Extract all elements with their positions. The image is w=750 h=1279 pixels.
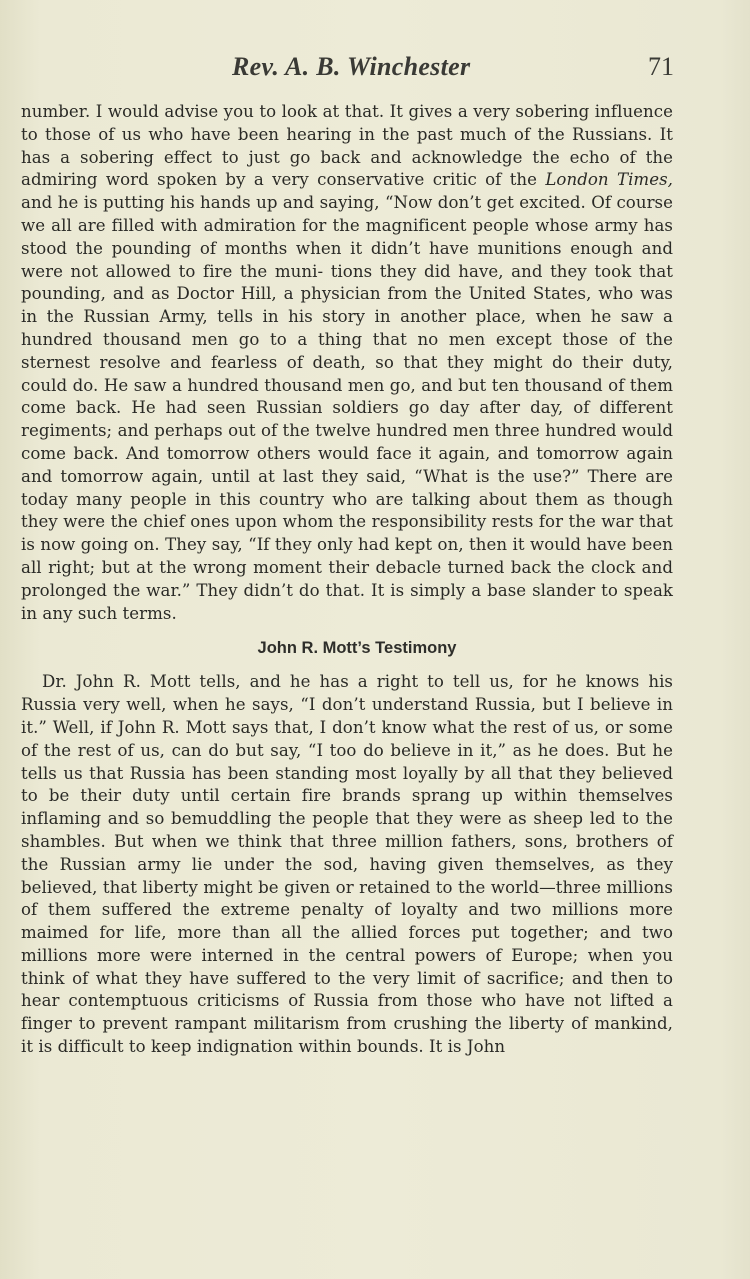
paragraph: Dr. John R. Mott tells, and he has a right to tell us, for he knows his Russia very well, when he says, “I don’t understand Russia, but I believe in it.” Well, if John R. Mott says that, I don’t know what the rest of us, or some of the rest of us, can do but say, “I too do believe in it,” as he does. But he tells us that Russia has been standing most loyally by all that they believed to be their duty until certain fire brands sprang up within themselves inflaming and so bemuddling the people that they were as sheep led to the shambles. But when we think that three million fathers, sons, brothers of the Russian army lie under the sod, having given themselves, as they believed, that liberty might be given or retained to the world—three millions of them suffered the extreme penalty of loyalty and two millions more maimed for life, more than all the allied forces put together; and two millions more were interned in the central powers of Europe; when you think of what they have suffered to the very limit of sacrifice; and then to hear contemptuous criticisms of Russia from those who have not lifted a finger to prevent rampant militarism from crushing the liberty of mankind, it is difficult to keep indignation within bounds. It is John (21, 672, 673, 1057)
page-header (0, 52, 750, 88)
paragraph-continued (21, 101, 673, 625)
section-heading: John R. Mott’s Testimony (257, 639, 457, 658)
paragraph-text: number. I would advise you to look at that. It gives a very sobering influence to those of us who have been hearing in the past much of the Russians. It has a sobering effect to just go back and acknowledge the echo of the admiring word spoken by a very conservative critic of the (21, 102, 673, 190)
newspaper-title: London Times, (545, 170, 673, 190)
running-title: Rev. A. B. Winchester (232, 52, 471, 81)
paragraph-text: and he is putting his hands up and saying, “Now don’t get excited. Of course we all are filled with admiration for the magnificent people whose army has stood the pounding of months when it didn’t have munitions enough and were not allowed to fire the muni- tions they did have, and they took that pounding, and as Doctor Hill, a physician from the United States, who was in the Russian Army, tells in his story in another place, when he saw a hundred thousand men go to a thing that no men except those of the sternest resolve and fearless of death, so that they might do their duty, could do. He saw a hundred thousand men go, and but ten thousand of them come back. He had seen Russian soldiers go day after day, of different regiments; and perhaps out of the twelve hundred men three hundred would come back. And tomorrow others would face it again, and tomorrow again and tomorrow again, until at last they said, “What is the use?” There are today many people in this country who are talking about them as though they were the chief ones upon whom the responsibility rests for the war that is now going on. They say, “If they only had kept on, then it would have been all right; but at the wrong moment their debacle turned back the clock and prolonged the war.” They didn’t do that. It is simply a base slander to speak in any such terms. (21, 193, 673, 623)
page-number: 71 (648, 52, 674, 81)
page-body (21, 101, 673, 1059)
